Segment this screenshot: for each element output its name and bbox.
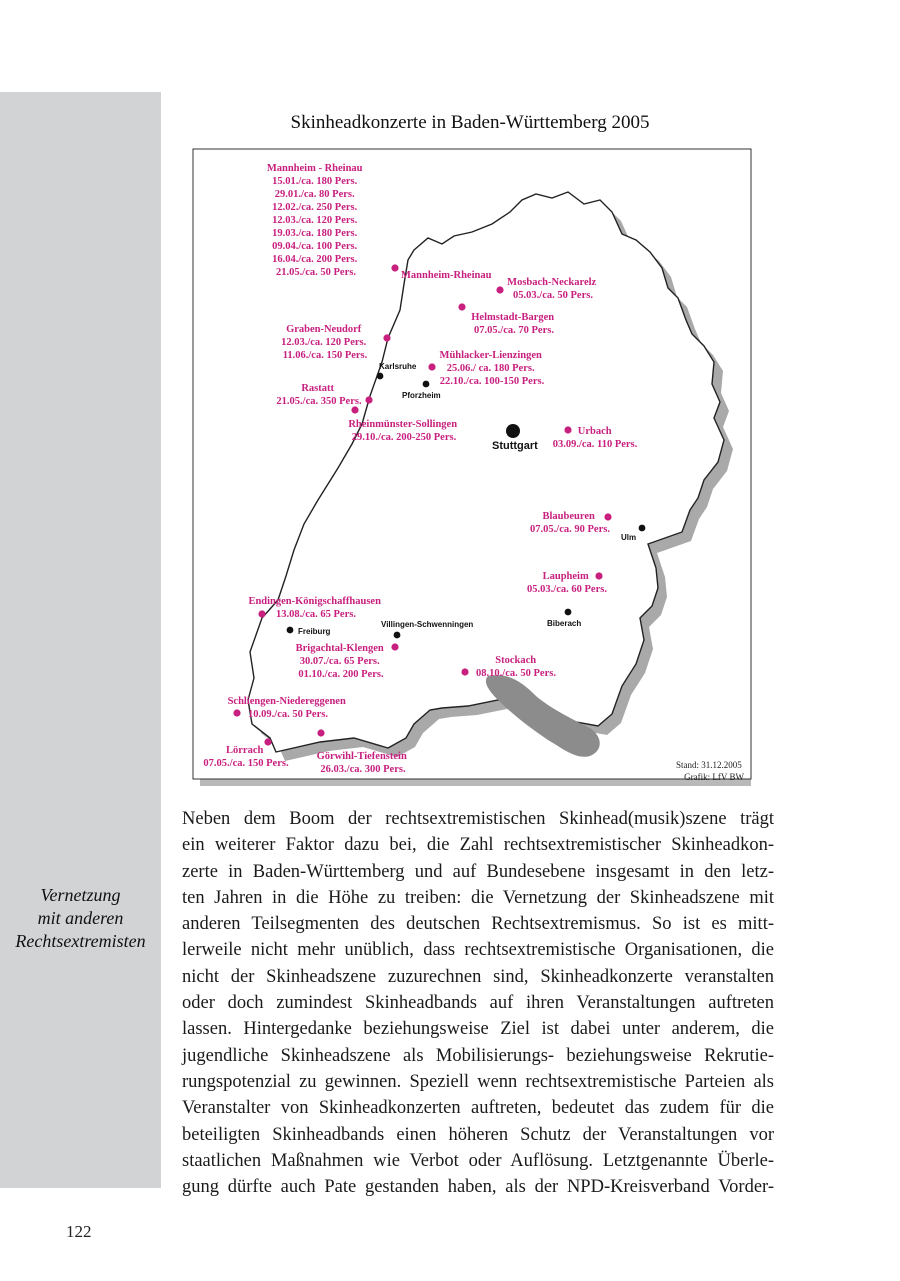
concert-dot — [258, 610, 265, 617]
city-dot — [639, 525, 646, 532]
city-label-large: Stuttgart — [492, 440, 538, 452]
concert-dot — [458, 303, 465, 310]
city-dot — [565, 609, 572, 616]
concert-label: Helmstadt-Bargen 07.05./ca. 70 Pers. — [471, 312, 555, 336]
concert-dot — [496, 286, 503, 293]
concert-label: Blaubeuren 07.05./ca. 90 Pers. — [530, 511, 610, 535]
city-label: Ulm — [621, 533, 637, 542]
body-line: Veranstalter von Skinheadkonzerten auftreten, bedeutet das zudem für die — [182, 1098, 774, 1119]
body-line: nicht der Skinheadszene zuzurechnen sind, Skinheadkonzerte veranstalten — [182, 966, 774, 987]
concert-dot — [391, 643, 398, 650]
concert-label: Mosbach-Neckarelz 05.03./ca. 50 Pers. — [507, 277, 597, 301]
concert-dot — [595, 572, 602, 579]
concert-dot — [233, 709, 240, 716]
city-dot — [423, 381, 430, 388]
body-line: ein weiterer Faktor dazu bei, die Zahl rechtsextremistischer Skinheadkon- — [182, 835, 774, 856]
concert-dot — [564, 426, 571, 433]
concert-label: Urbach 03.09./ca. 110 Pers. — [552, 426, 638, 450]
body-line: anderen Teilsegmenten des deutschen Rechtsextremismus. So ist es mitt- — [182, 914, 774, 935]
body-line: ten Jahren in die Höhe zu treiben: die Vernetzung der Skinheadszene mit — [182, 887, 774, 908]
concert-label: Graben-Neudorf 12.03./ca. 120 Pers. 11.06./ca. 150 Pers. — [281, 324, 368, 361]
city-dot — [377, 373, 384, 380]
page-number: 122 — [66, 1222, 92, 1241]
concert-label: Rastatt 21.05./ca. 350 Pers. — [276, 383, 362, 407]
city-dot-large — [506, 424, 520, 438]
concert-dot — [428, 363, 435, 370]
concert-label: Laupheim 05.03./ca. 60 Pers. — [527, 571, 607, 595]
city-label: Freiburg — [298, 627, 331, 636]
body-line: beteiligten Skinheadbands einen höheren Schutz der Veranstaltungen vor — [182, 1124, 774, 1145]
concert-label: Lörrach 07.05./ca. 150 Pers. — [203, 745, 289, 769]
body-line: rungspotenzial zu gewinnen. Speziell wenn rechtsextremistische Parteien als — [182, 1071, 774, 1092]
concert-label: Schliengen-Niedereggenen 10.09./ca. 50 Pers. — [227, 696, 346, 720]
concert-dot — [383, 334, 390, 341]
margin-bar — [0, 92, 161, 1188]
city-label: Karlsruhe — [379, 362, 417, 371]
body-line: staatlichen Maßnahmen wie Verbot oder Auflösung. Letztgenannte Überle- — [182, 1150, 774, 1171]
concert-dot — [351, 406, 358, 413]
concert-dot — [365, 396, 372, 403]
margin-note-line: Vernetzung — [40, 885, 121, 905]
concert-label: Mannheim-Rheinau — [401, 270, 492, 281]
body-line: lerweile nicht mehr unüblich, dass rechtsextremistische Organisationen, die — [182, 940, 774, 961]
body-line: lassen. Hintergedanke beziehungsweise Ziel ist dabei unter anderem, die — [182, 1019, 774, 1040]
figure-credit: Stand: 31.12.2005 Grafik: LfV BW — [675, 760, 744, 782]
concert-label: Stockach 08.10./ca. 50 Pers. — [476, 655, 556, 679]
concert-dot — [604, 513, 611, 520]
concert-label: Mühlacker-Lienzingen 25.06./ ca. 180 Pers. 22.10./ca. 100-150 Pers. — [439, 350, 545, 387]
body-line: zerte in Baden-Württemberg und auf Bundesebene insgesamt in den letz- — [182, 861, 774, 882]
concert-label: Görwihl-Tiefenstein 26.03./ca. 300 Pers. — [316, 751, 407, 775]
concert-label: Endingen-Königschaffhausen 13.08./ca. 65 Pers. — [248, 596, 381, 620]
margin-note-line: mit anderen — [37, 908, 124, 928]
concert-label: Brigachtal-Klengen 30.07./ca. 65 Pers. 01.10./ca. 200 Pers. — [295, 643, 384, 680]
concert-dot — [317, 729, 324, 736]
figure-title: Skinheadkonzerte in Baden-Württemberg 2005 — [290, 112, 650, 133]
body-line: Neben dem Boom der rechtsextremistischen Skinhead(musik)szene trägt — [182, 809, 774, 829]
body-line: gung dürfte auch Pate gestanden haben, als der NPD-Kreisverband Vorder- — [182, 1177, 774, 1198]
concert-label: Rheinmünster-Sollingen 29.10./ca. 200-250 Pers. — [348, 419, 458, 443]
city-dot — [287, 627, 294, 634]
margin-note-line: Rechtsextremisten — [15, 931, 146, 951]
concert-dot — [391, 264, 398, 271]
city-label: Villingen-Schwenningen — [381, 620, 474, 629]
concert-label: Mannheim - Rheinau 15.01./ca. 180 Pers. 29.01./ca. 80 Pers. 12.02./ca. 250 Pers. 12.03./ca. 120 Pers. 19.03./ca. 180 Pers. 09.04./ca. 100 Pers. 16.04./ca. 200 Pers. 21.05./ca. 50 Pers. — [266, 163, 363, 278]
city-label: Biberach — [547, 619, 582, 628]
margin-note — [0, 884, 161, 953]
body-line: oder doch zumindest Skinheadbands auf ihren Veranstaltungen auftreten — [182, 993, 774, 1014]
concert-dot — [461, 668, 468, 675]
city-label: Pforzheim — [402, 391, 441, 400]
body-paragraph — [182, 806, 774, 1200]
map-figure — [192, 148, 759, 791]
city-dot — [394, 632, 401, 639]
body-line: jugendliche Skinheadszene als Mobilisierungs- beziehungsweise Rekrutie- — [182, 1045, 774, 1066]
map-svg — [192, 148, 759, 791]
